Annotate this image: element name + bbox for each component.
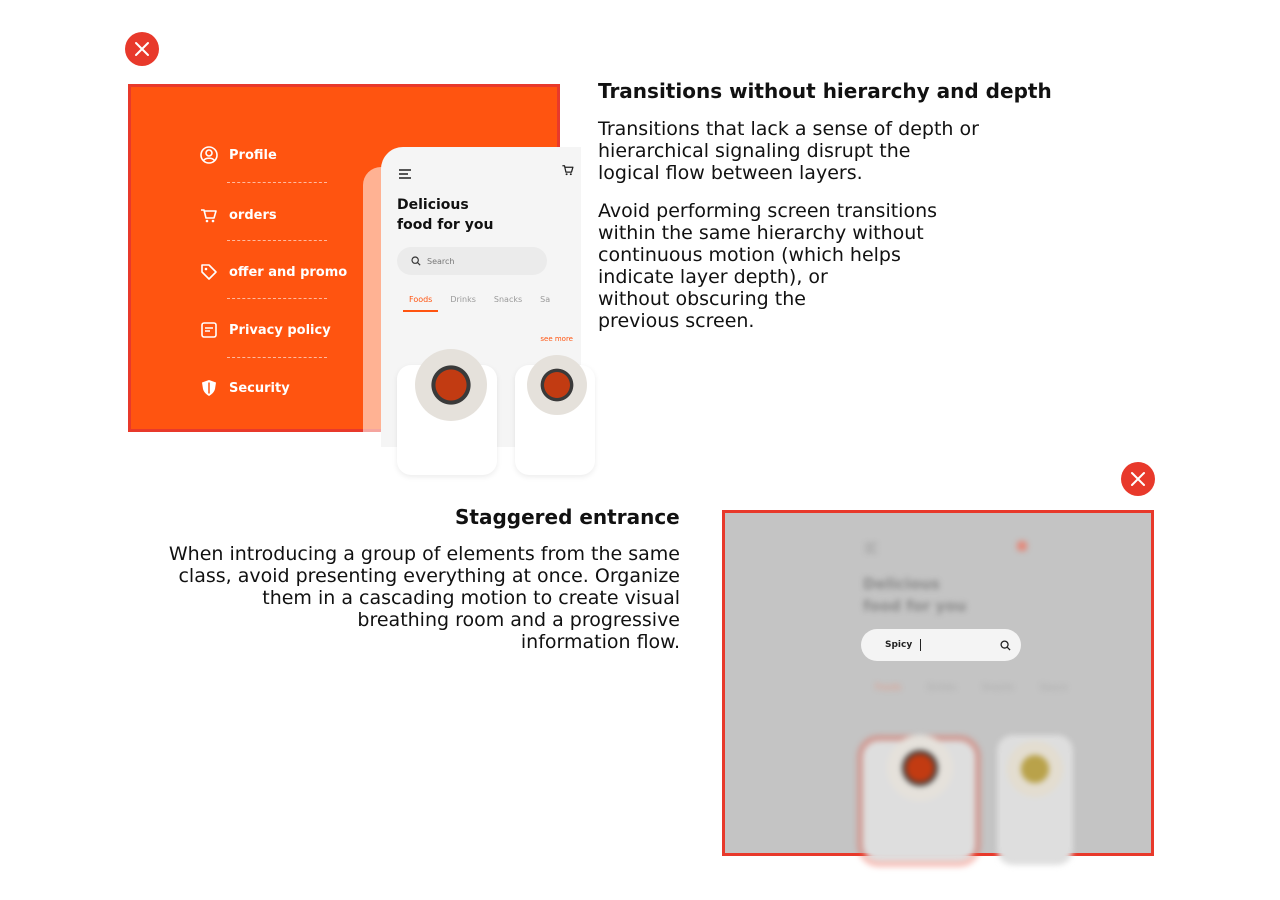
example-frame-transitions (128, 84, 573, 432)
category-tabs (875, 683, 1067, 693)
food-card (863, 741, 975, 861)
tab-foods[interactable]: Foods (409, 295, 433, 304)
food-image (527, 355, 587, 415)
paragraph-line: Transitions that lack a sense of depth or (598, 118, 979, 140)
search-value: Spicy (885, 640, 913, 650)
search-icon (1000, 640, 1011, 651)
close-icon (134, 41, 150, 57)
section-paragraph (598, 118, 979, 184)
tab-foods: Foods (875, 683, 902, 693)
cart-icon (1017, 541, 1027, 551)
menu-item-orders[interactable] (199, 205, 277, 225)
phone-headline (397, 195, 517, 235)
tag-icon (199, 262, 219, 282)
menu-divider (227, 298, 327, 299)
headline-line: Delicious (863, 575, 940, 593)
food-card (997, 735, 1073, 865)
tab-sauce[interactable]: Sa (540, 295, 551, 304)
tab-snacks: Snacks (982, 683, 1014, 693)
paragraph-line: indicate layer depth), or (598, 266, 828, 288)
food-card[interactable] (515, 365, 595, 475)
tab-snacks[interactable]: Snacks (493, 295, 523, 304)
tab-sauce: Sauce (1039, 683, 1068, 693)
food-card[interactable] (397, 365, 497, 475)
cart-icon (199, 205, 219, 225)
menu-item-security[interactable] (199, 378, 290, 398)
cart-icon[interactable] (561, 163, 575, 177)
see-more-link[interactable]: see more (540, 335, 573, 343)
shield-icon (199, 378, 219, 398)
menu-label: orders (229, 207, 277, 223)
food-image (415, 349, 487, 421)
menu-label: offer and promo (229, 264, 348, 280)
paragraph-line: hierarchical signaling disrupt the (598, 140, 911, 162)
bad-example-badge (125, 32, 159, 66)
search-bar[interactable] (397, 247, 547, 275)
headline-line: Delicious (397, 197, 469, 213)
category-tabs (409, 295, 550, 304)
tab-drinks: Drinks (927, 683, 957, 693)
paragraph-line: class, avoid presenting everything at once. Organize (178, 565, 680, 587)
food-image (887, 735, 953, 801)
menu-divider (227, 357, 327, 358)
menu-item-profile[interactable] (199, 145, 277, 165)
paragraph-line: continuous motion (which helps (598, 244, 901, 266)
paragraph-line: within the same hierarchy without (598, 222, 924, 244)
phone-screen (381, 147, 581, 447)
food-image (1007, 741, 1063, 797)
bad-example-badge (1121, 462, 1155, 496)
menu-divider (227, 240, 327, 241)
document-icon (199, 320, 219, 340)
phone-headline (863, 573, 966, 617)
paragraph-line: previous screen. (598, 310, 755, 332)
headline-line: food for you (397, 217, 494, 233)
paragraph-line: logical flow between layers. (598, 162, 863, 184)
section-title: Transitions without hierarchy and depth (598, 79, 1052, 103)
search-placeholder: Search (427, 256, 455, 266)
menu-icon[interactable] (399, 169, 411, 179)
paragraph-line: information flow. (520, 631, 680, 653)
tab-drinks[interactable]: Drinks (450, 295, 476, 304)
headline-line: food for you (863, 597, 967, 615)
section-paragraph (169, 543, 680, 653)
menu-icon (865, 543, 877, 553)
section-paragraph (598, 200, 937, 332)
menu-item-offer-and-promo[interactable] (199, 262, 347, 282)
section-title: Staggered entrance (455, 505, 680, 529)
blurred-background (725, 513, 1151, 853)
search-icon (411, 256, 421, 266)
menu-item-privacy-policy[interactable] (199, 320, 331, 340)
search-input[interactable] (861, 629, 1021, 661)
menu-label: Profile (229, 147, 277, 163)
paragraph-line: Avoid performing screen transitions (598, 200, 938, 222)
paragraph-line: without obscuring the (598, 288, 806, 310)
menu-divider (227, 182, 327, 183)
user-circle-icon (199, 145, 219, 165)
close-icon (1130, 471, 1146, 487)
menu-label: Privacy policy (229, 322, 331, 338)
example-frame-staggered (722, 510, 1154, 856)
paragraph-line: breathing room and a progressive (357, 609, 680, 631)
paragraph-line: them in a cascading motion to create visual (262, 587, 680, 609)
paragraph-line: When introducing a group of elements from the same (168, 543, 680, 565)
menu-label: Security (229, 380, 290, 396)
text-caret (920, 639, 921, 651)
